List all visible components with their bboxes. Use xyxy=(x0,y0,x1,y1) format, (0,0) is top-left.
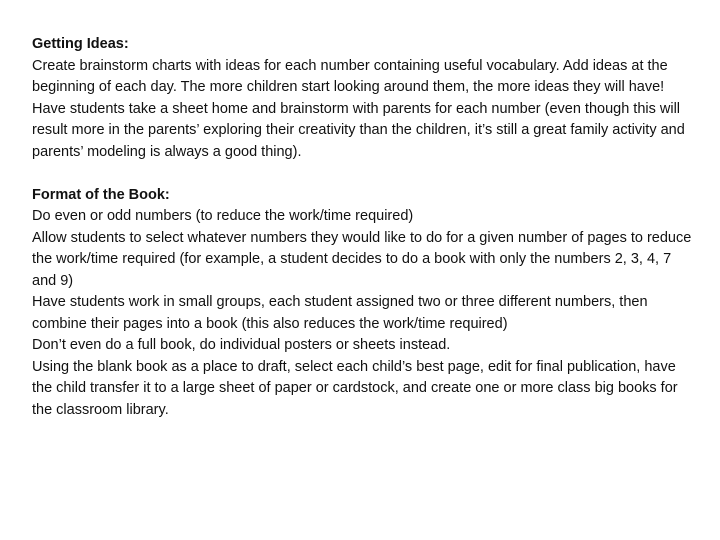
section-format-of-book xyxy=(32,185,692,422)
section-getting-ideas xyxy=(32,34,692,163)
paragraph: Using the blank book as a place to draft, select each child’s best page, edit for final publication, have the child transfer it to a large sheet of paper or cardstock, and create one or more class big books for the classroom library. xyxy=(32,358,678,418)
paragraph: Allow students to select whatever numbers they would like to do for a given number of pages to reduce the work/time required (for example, a student decides to do a book with only the numbers 2, 3, 4, 7 and 9) xyxy=(32,229,692,289)
paragraph: Have students take a sheet home and brainstorm with parents for each number (even though this will result more in the parents’ exploring their creativity than the children, it’s still a great family activity and parents’ modeling is always a good thing). xyxy=(32,100,685,160)
slide-body xyxy=(32,34,692,421)
paragraph: Have students work in small groups, each student assigned two or three different numbers, then combine their pages into a book (this also reduces the work/time required) xyxy=(32,294,648,332)
section-heading: Getting Ideas: xyxy=(32,36,129,52)
paragraph: Do even or odd numbers (to reduce the work/time required) xyxy=(32,208,414,224)
section-heading: Format of the Book: xyxy=(32,186,170,203)
paragraph: Don’t even do a full book, do individual posters or sheets instead. xyxy=(32,337,451,353)
paragraph: Create brainstorm charts with ideas for each number containing useful vocabulary. Add ideas at the beginning of each day. The more children start looking around them, the more ideas they will have! xyxy=(32,57,668,95)
